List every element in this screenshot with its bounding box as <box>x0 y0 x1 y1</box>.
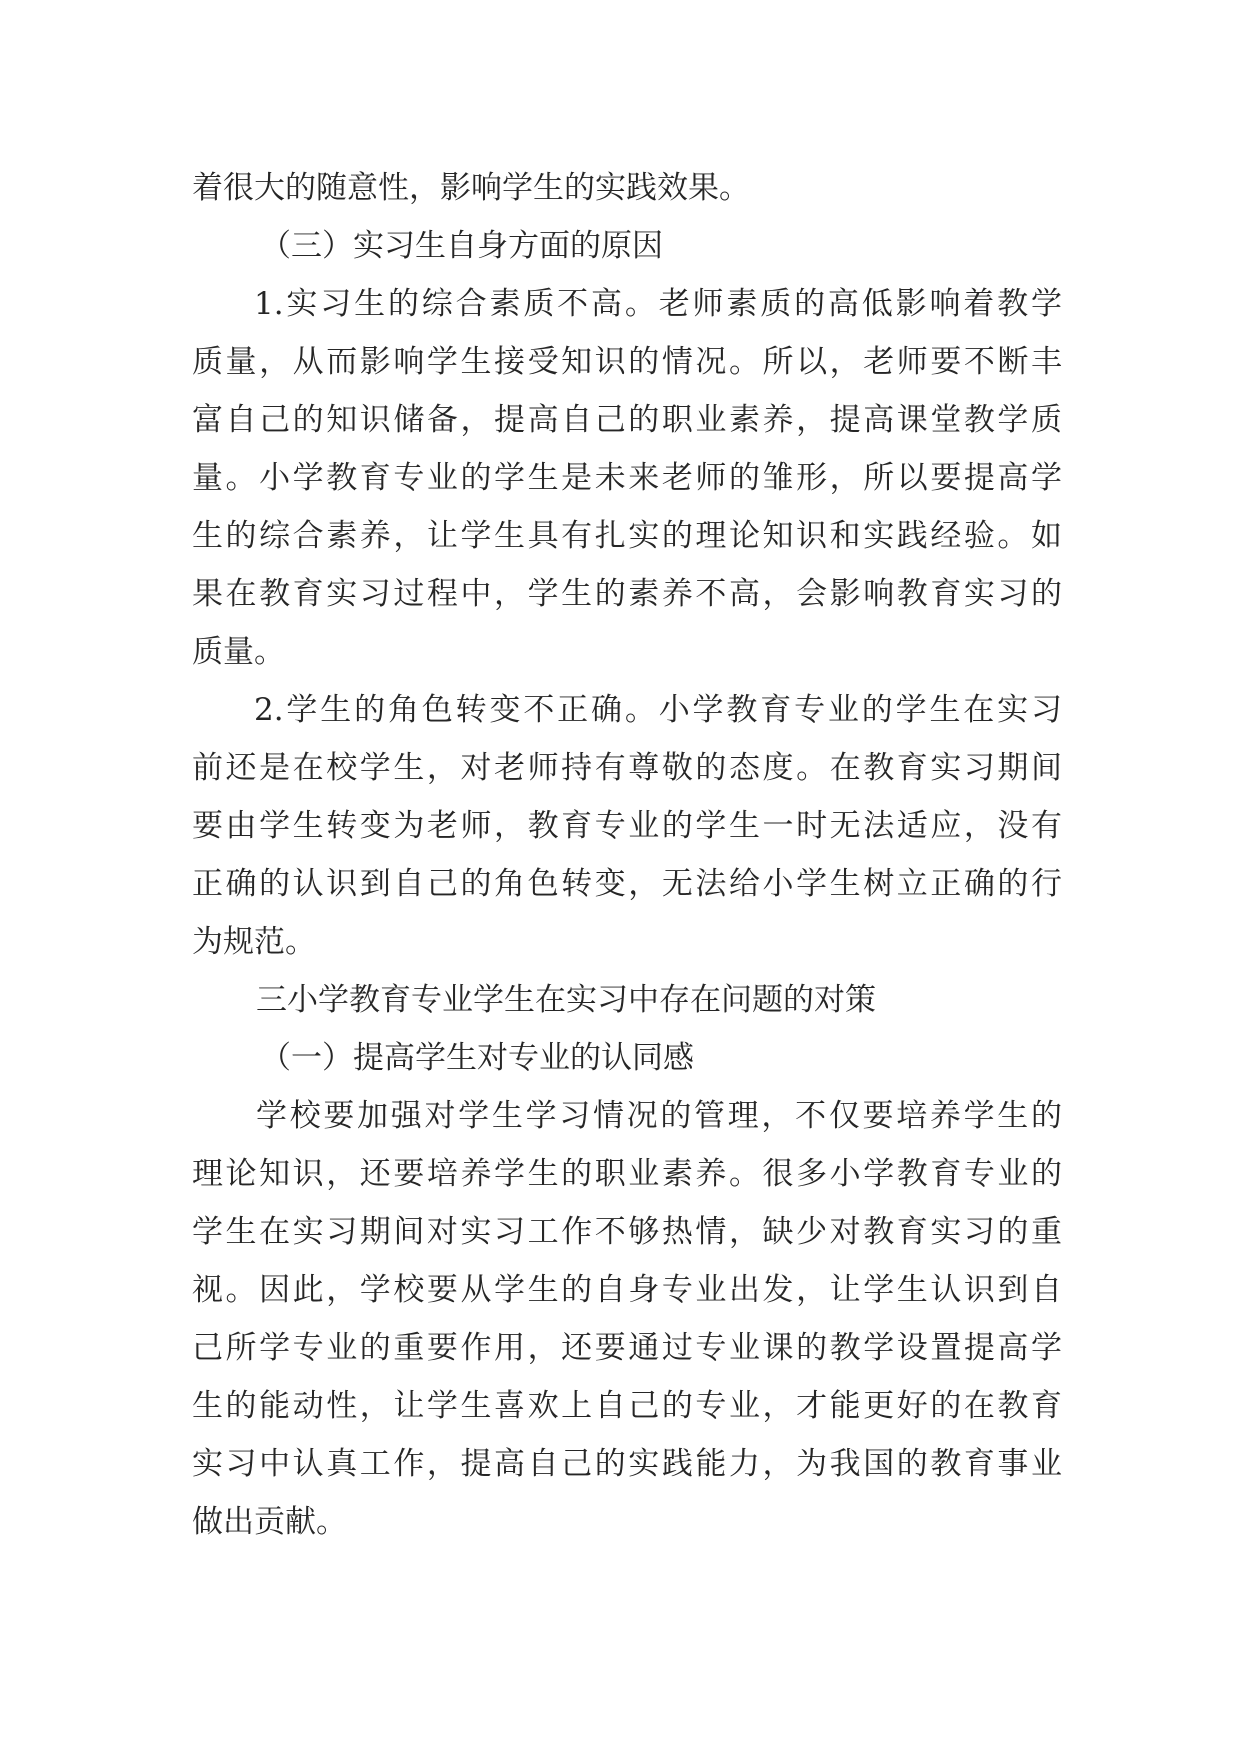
section-heading: （三）实习生自身方面的原因 <box>260 228 663 264</box>
body-text-line: 视。因此，学校要从学生的自身专业出发，让学生认识到自 <box>192 1272 1062 1308</box>
body-text-line: 为规范。 <box>192 924 316 960</box>
body-text-line: 做出贡献。 <box>192 1504 347 1540</box>
body-text-line: 生的能动性，让学生喜欢上自己的专业，才能更好的在教育 <box>192 1388 1062 1424</box>
paragraph-first-line: 2.学生的角色转变不正确。小学教育专业的学生在实习 <box>254 692 1062 728</box>
body-text-line: 要由学生转变为老师，教育专业的学生一时无法适应，没有 <box>192 808 1062 844</box>
body-text-line: 富自己的知识储备，提高自己的职业素养，提高课堂教学质 <box>192 402 1062 438</box>
body-text-line: 前还是在校学生，对老师持有尊敬的态度。在教育实习期间 <box>192 750 1062 786</box>
body-text-line: 着很大的随意性，影响学生的实践效果。 <box>192 170 750 206</box>
paragraph-first-line: 1.实习生的综合素质不高。老师素质的高低影响着教学 <box>254 286 1062 322</box>
body-text-line: 果在教育实习过程中，学生的素养不高，会影响教育实习的 <box>192 576 1062 612</box>
body-text-line: 学生在实习期间对实习工作不够热情，缺少对教育实习的重 <box>192 1214 1062 1250</box>
body-text-line: 质量，从而影响学生接受知识的情况。所以，老师要不断丰 <box>192 344 1062 380</box>
section-heading: （一）提高学生对专业的认同感 <box>260 1040 694 1076</box>
body-text-line: 质量。 <box>192 634 285 670</box>
body-text-line: 生的综合素养，让学生具有扎实的理论知识和实践经验。如 <box>192 518 1062 554</box>
body-text-line: 实习中认真工作，提高自己的实践能力，为我国的教育事业 <box>192 1446 1062 1482</box>
paragraph-first-line: 学校要加强对学生学习情况的管理，不仅要培养学生的 <box>256 1098 1062 1134</box>
chapter-heading: 三小学教育专业学生在实习中存在问题的对策 <box>256 982 876 1018</box>
body-text-line: 量。小学教育专业的学生是未来老师的雏形，所以要提高学 <box>192 460 1062 496</box>
body-text-line: 己所学专业的重要作用，还要通过专业课的教学设置提高学 <box>192 1330 1062 1366</box>
body-text-line: 正确的认识到自己的角色转变，无法给小学生树立正确的行 <box>192 866 1062 902</box>
body-text-line: 理论知识，还要培养学生的职业素养。很多小学教育专业的 <box>192 1156 1062 1192</box>
